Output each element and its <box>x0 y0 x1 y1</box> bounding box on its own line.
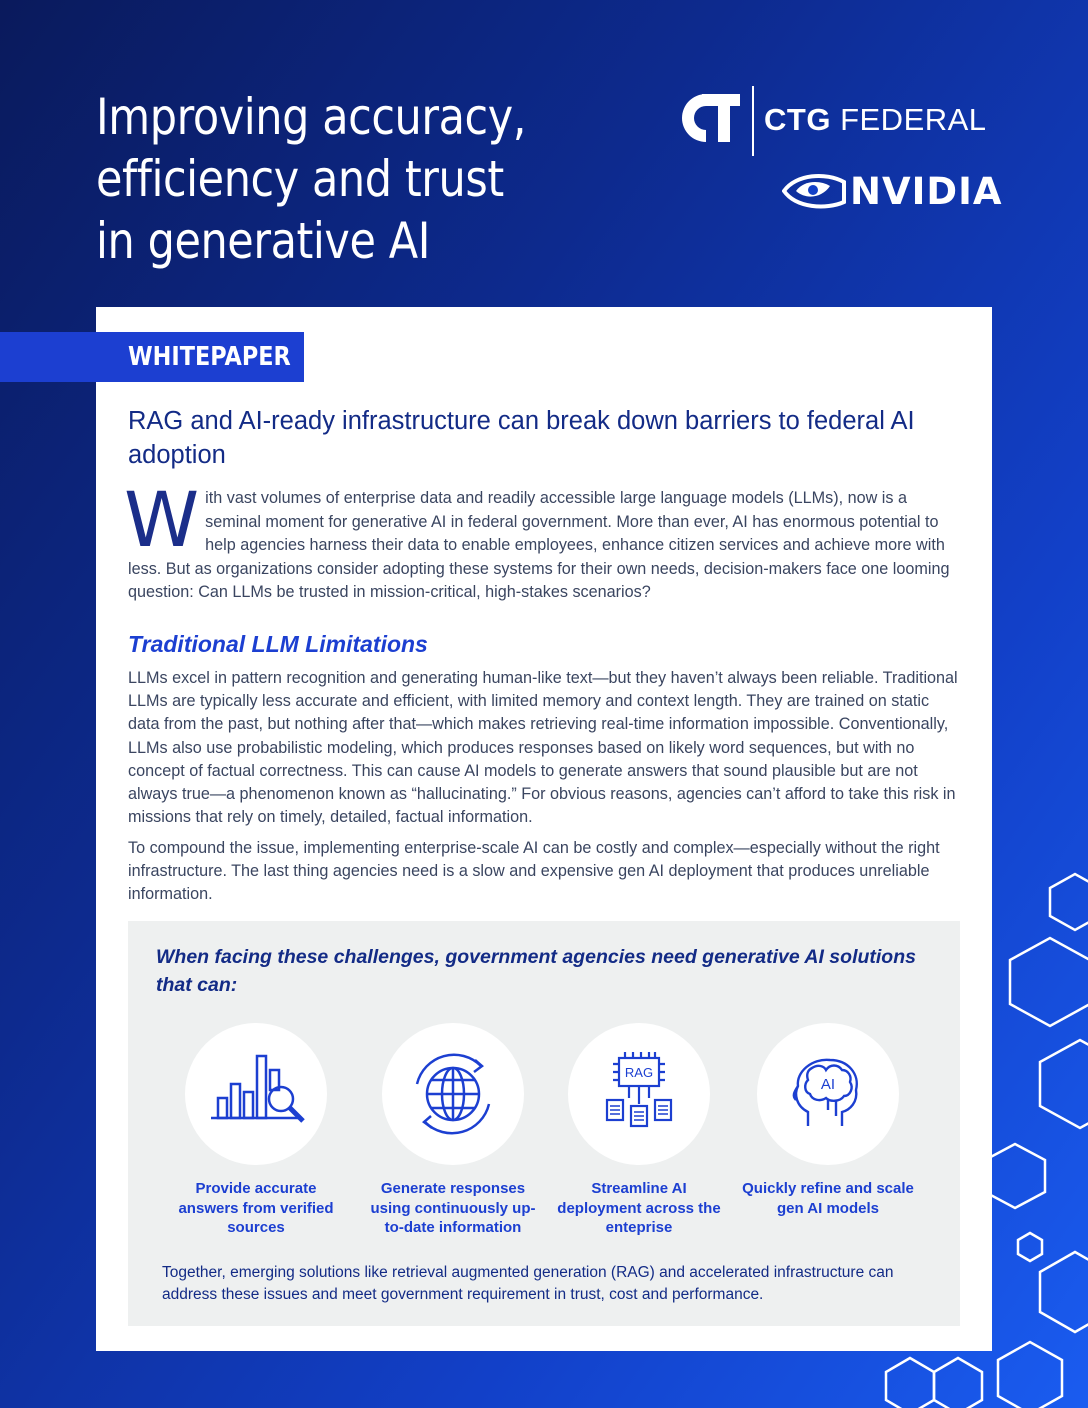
intro-paragraph: With vast volumes of enterprise data and readily accessible large language models (LLMs), now is a seminal moment for generative AI in federal government. More than ever, AI has enormous potential to help agencies harness their data to enable employees, enhance citizen services and achieve more with less. But as organizations consider adopting these systems for their own needs, decision-makers face one looming question: Can LLMs be trusted in mission-critical, high-stakes scenarios? <box>124 475 950 601</box>
nvidia-logo: NVIDIA <box>782 170 994 212</box>
benefit-icon-circle <box>382 1023 524 1165</box>
benefit-icon-circle <box>568 1023 710 1165</box>
svg-text:AI: AI <box>820 1076 836 1093</box>
subtitle: RAG and AI-ready infrastructure can break down barriers to federal AI adoption <box>128 407 915 469</box>
benefit-label: Quickly refine and scale gen AI models <box>742 1180 914 1217</box>
ctg-federal-logo: CTG FEDERAL <box>764 102 987 137</box>
benefit-icon-circle <box>757 1023 899 1165</box>
body-paragraph-1: LLMs excel in pattern recognition and generating human-like text—but they haven’t always been reliable. Traditional LLMs are typically less accurate and efficient, with limited memory and context length. They are trained on static data from the past, but nothing after that—which makes retrieving real-time information impossible. Conventionally, LLMs also use probabilistic modeling, which produces responses based on likely word sequences, but with no concept of factual correctness. This can cause AI models to generate answers that sound plausible but are not always true—a phenomenon known as “hallucinating.” For obvious reasons, agencies can’t afford to take this risk in missions that rely on timely, detailed, factual information. <box>128 669 958 827</box>
benefit-label: Generate responses using continuously up-to-date information <box>370 1180 536 1236</box>
body-paragraph-2: To compound the issue, implementing enterprise-scale AI can be costly and complex—especially without the right infrastructure. The last thing agencies need is a slow and expensive gen AI deployment that produces unreliable information. <box>128 839 940 904</box>
callout-footer: Together, emerging solutions like retrieval augmented generation (RAG) and accelerated infrastructure can address these issues and meet government requirement in trust, cost and performance. <box>162 1264 894 1303</box>
rag-chip-icon <box>589 1044 689 1144</box>
drop-cap: W <box>124 475 200 564</box>
page-title: Improving accuracy, efficiency and trust in generative AI <box>96 88 527 270</box>
benefit-label: Streamline AI deployment across the enteprise <box>557 1180 721 1236</box>
svg-text:RAG: RAG <box>624 1065 654 1080</box>
benefit-icon-circle <box>185 1023 327 1165</box>
ctg-logo-icon <box>672 86 742 150</box>
bar-chart-magnifier-icon <box>206 1044 306 1144</box>
ai-head-icon <box>778 1044 878 1144</box>
section-heading: Traditional LLM Limitations <box>128 631 428 657</box>
callout-heading: When facing these challenges, government agencies need generative AI solutions that can: <box>156 946 916 996</box>
globe-refresh-icon <box>403 1044 503 1144</box>
partner-logos <box>672 84 1003 214</box>
whitepaper-tab: WHITEPAPER <box>0 332 304 382</box>
nvidia-eye-icon <box>782 170 846 212</box>
benefit-label: Provide accurate answers from verified sources <box>178 1180 334 1236</box>
logo-divider <box>752 86 754 156</box>
